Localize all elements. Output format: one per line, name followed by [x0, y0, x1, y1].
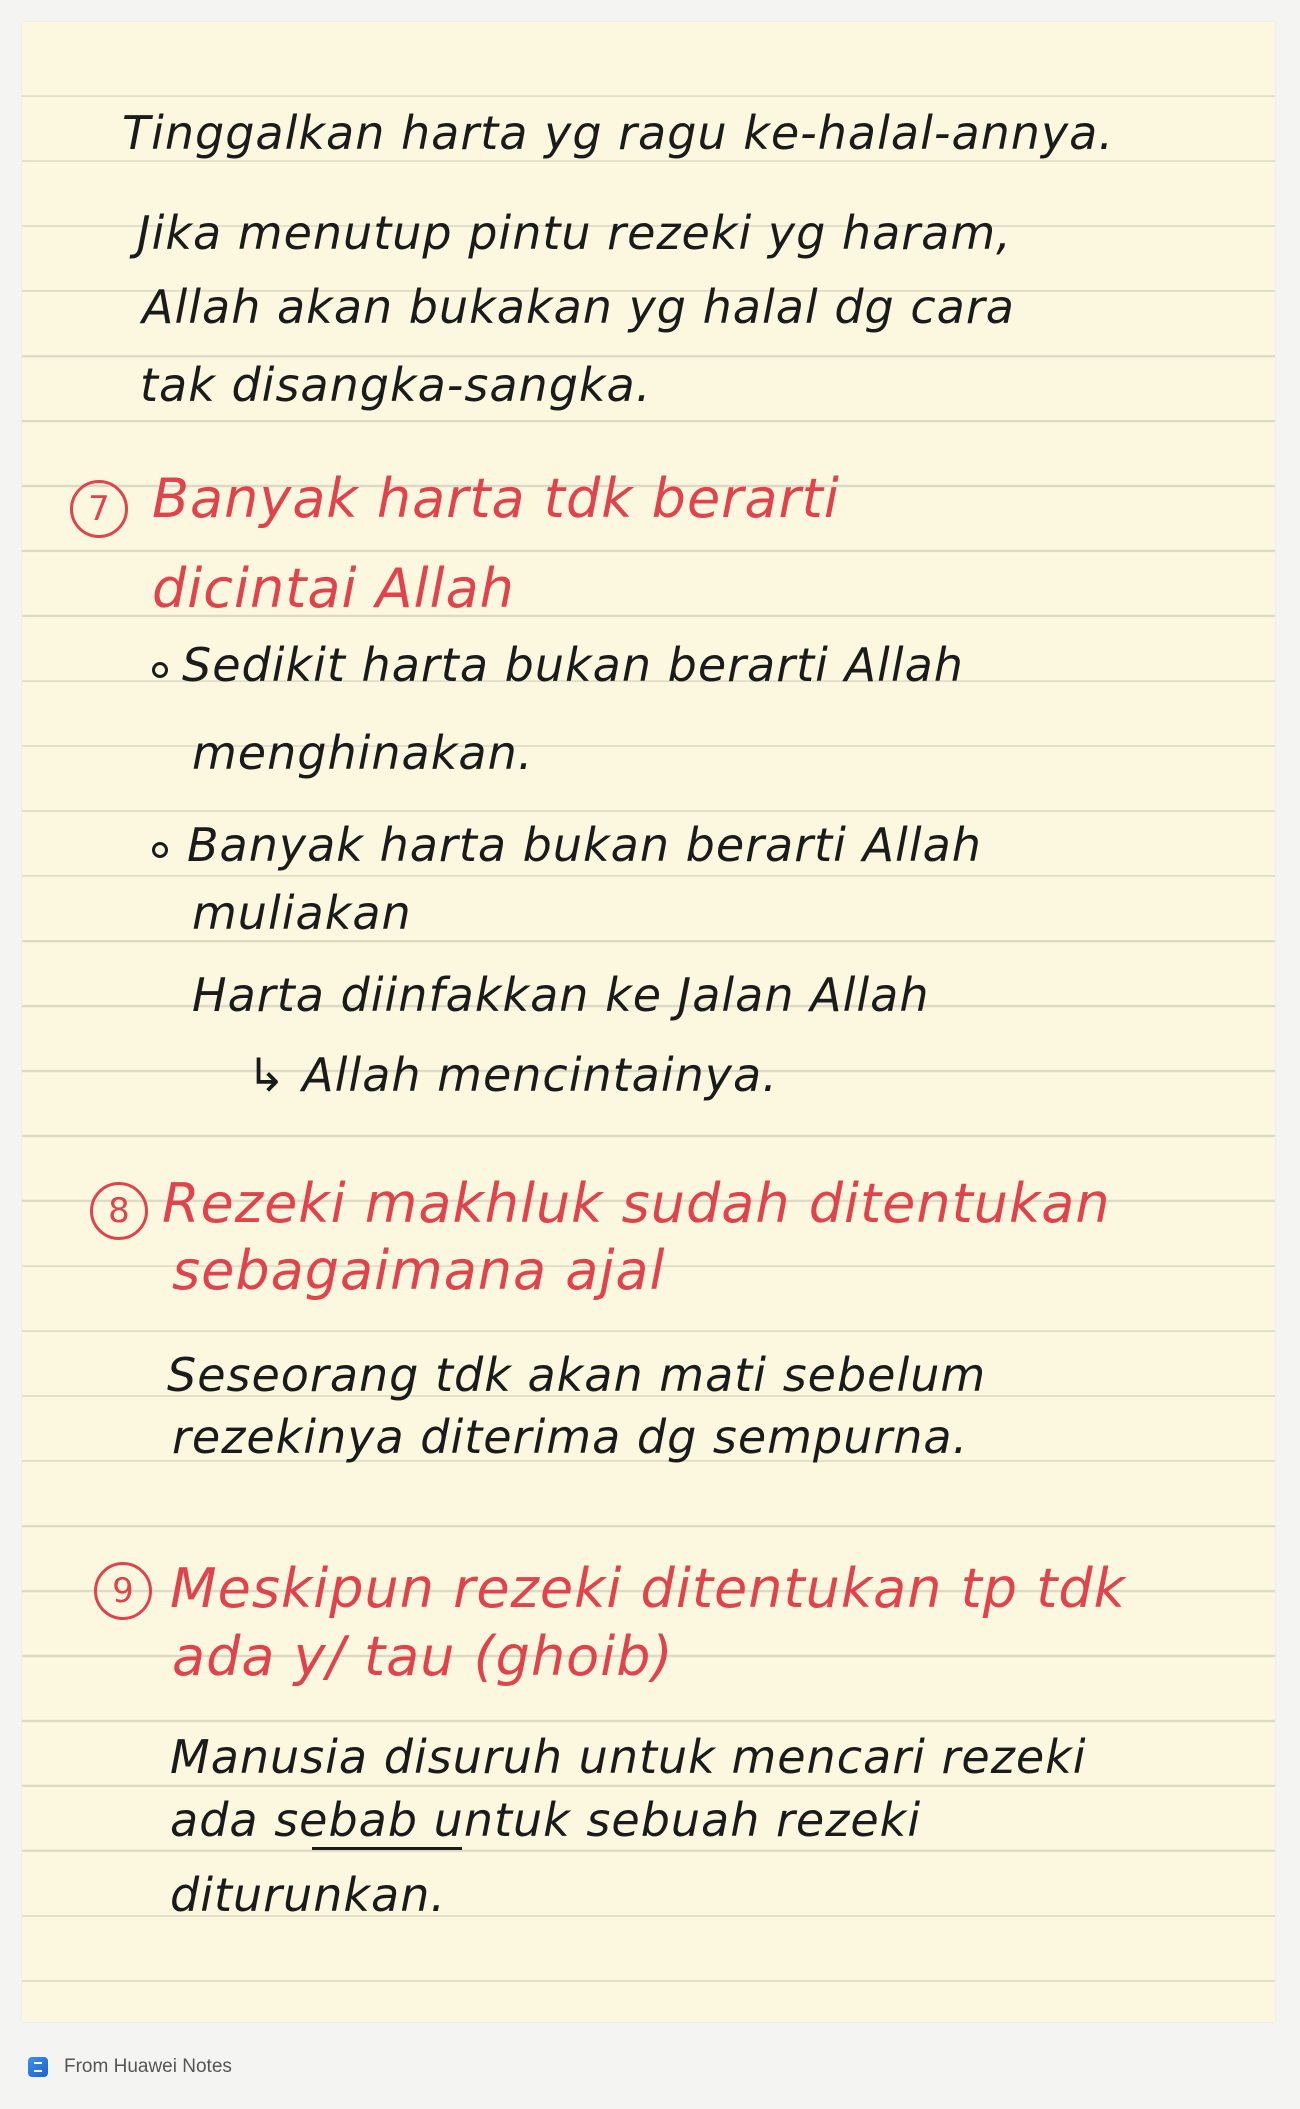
section-8-body-line-2: rezekinya diterima dg sempurna. [172, 1410, 969, 1464]
section-7-bullet-2-line-2: muliakan [192, 886, 412, 940]
section-9-heading-line-2: ada y/ tau (ghoib) [172, 1625, 674, 1688]
bullet-1-icon [152, 662, 168, 678]
section-9-body-line-1: Manusia disuruh untuk mencari rezeki [170, 1730, 1087, 1784]
intro-line-3: Allah akan bukakan yg halal dg cara [142, 280, 1015, 334]
intro-line-1: Tinggalkan harta yg ragu ke-halal-annya. [122, 106, 1114, 160]
note-page [22, 22, 1275, 2022]
section-7-heading-line-1: Banyak harta tdk berarti [152, 467, 840, 530]
section-8-number: 8 [90, 1182, 148, 1240]
bullet-2-icon [152, 842, 168, 858]
intro-line-2: Jika menutup pintu rezeki yg haram, [137, 206, 1012, 260]
section-7-bullet-1-line-2: menghinakan. [192, 726, 534, 780]
section-7-extra-line-1: Harta diinfakkan ke Jalan Allah [192, 968, 930, 1022]
section-9-body-line-2: ada sebab untuk sebuah rezeki [170, 1793, 922, 1847]
section-8-heading-line-2: sebagaimana ajal [172, 1239, 666, 1302]
footer-label: From Huawei Notes [64, 2056, 232, 2077]
footer [28, 2052, 232, 2082]
section-7-extra-line-2: ↳ Allah mencintainya. [247, 1048, 778, 1102]
section-7-number: 7 [70, 480, 128, 538]
section-8-body-line-1: Seseorang tdk akan mati sebelum [167, 1348, 987, 1402]
huawei-notes-icon [28, 2057, 48, 2077]
sebab-underline [312, 1847, 462, 1850]
section-9-number: 9 [94, 1562, 152, 1620]
section-7-bullet-2-line-1: Banyak harta bukan berarti Allah [187, 818, 982, 872]
section-9-body-line-3: diturunkan. [170, 1868, 446, 1922]
section-7-bullet-1-line-1: Sedikit harta bukan berarti Allah [182, 638, 964, 692]
section-9-heading-line-1: Meskipun rezeki ditentukan tp tdk [170, 1557, 1126, 1620]
section-8-heading-line-1: Rezeki makhluk sudah ditentukan [162, 1172, 1111, 1235]
section-7-heading-line-2: dicintai Allah [152, 557, 515, 620]
intro-line-4: tak disangka-sangka. [140, 358, 652, 412]
